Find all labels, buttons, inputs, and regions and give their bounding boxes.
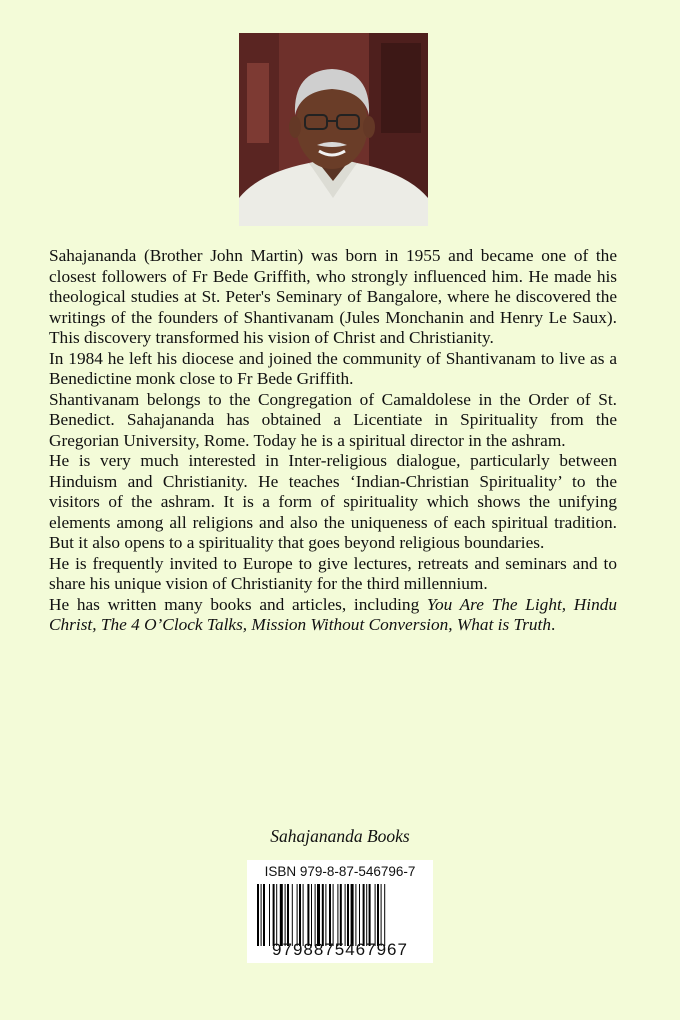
barcode	[247, 860, 433, 963]
bio-paragraph: He is very much interested in Inter-religious dialogue, particularly between Hinduism and Christianity. He teaches ‘Indian-Christian Spirituality’ to the visitors of the ashram. It is a form of spirituality which shows the unifying elements among all religions and also the uniqueness of each spiritual tradition. But it also opens to a spirituality that goes beyond religious boundaries.	[49, 451, 617, 552]
barcode-bar	[329, 884, 331, 946]
barcode-bar	[307, 884, 309, 946]
barcode-bar	[366, 884, 367, 946]
barcode-bar	[375, 884, 376, 946]
barcode-bar	[269, 884, 270, 946]
bio-paragraph: He is frequently invited to Europe to give lectures, retreats and seminars and to share his unique vision of Christianity for the third millennium.	[49, 553, 617, 593]
barcode-bar	[340, 884, 342, 946]
isbn-label: ISBN 979-8-87-546796-7	[264, 864, 416, 879]
barcode-bar	[292, 884, 293, 946]
bio-paragraph: Shantivanam belongs to the Congregation of Camaldolese in the Order of St. Benedict. Sahajananda has obtained a Licentiate in Spirituality from the Gregorian University, Rome. Today he is a spiritual director in the ashram.	[49, 389, 617, 450]
barcode-bar	[359, 884, 360, 946]
author-photo	[239, 33, 428, 226]
barcode-bar	[276, 884, 277, 946]
barcode-bar	[384, 884, 385, 946]
bio-paragraph-books	[49, 595, 617, 636]
books-intro: He has written many books and articles, including	[49, 594, 427, 614]
barcode-bar	[337, 884, 338, 946]
barcode-bars	[257, 884, 423, 946]
book-titles: You Are The Light, Hindu Christ, The 4 O’Clock Talks, Mission Without Conversion, What is Truth	[49, 594, 617, 634]
barcode-bar	[333, 884, 334, 946]
barcode-bar	[377, 884, 379, 946]
barcode-bar	[297, 884, 298, 946]
barcode-bar	[273, 884, 275, 946]
barcode-bar	[311, 884, 312, 946]
barcode-digits: 9798875467967	[272, 940, 408, 959]
books-end: .	[551, 615, 556, 634]
barcode-bar	[351, 884, 354, 946]
barcode-bar	[257, 884, 259, 946]
barcode-bar	[263, 884, 265, 946]
barcode-bar	[355, 884, 356, 946]
barcode-bar	[363, 884, 365, 946]
author-bio	[49, 246, 617, 636]
bio-paragraph: In 1984 he left his diocese and joined the community of Shantivanam to live as a Benedictine monk close to Fr Bede Griffith.	[49, 348, 617, 388]
barcode-bar	[369, 884, 371, 946]
barcode-bar	[347, 884, 349, 946]
barcode-bar	[322, 884, 324, 946]
barcode-bar	[315, 884, 316, 946]
barcode-bar	[299, 884, 301, 946]
publisher-name: Sahajananda Books	[270, 826, 410, 846]
barcode-bar	[280, 884, 283, 946]
barcode-bar	[287, 884, 289, 946]
barcode-bar	[317, 884, 320, 946]
barcode-bar	[345, 884, 346, 946]
barcode-bar	[325, 884, 326, 946]
barcode-bar	[381, 884, 382, 946]
bio-paragraph: Sahajananda (Brother John Martin) was born in 1955 and became one of the closest followers of Fr Bede Griffith, who strongly influenced him. He made his theological studies at St. Peter's Seminary of Bangalore, where he discovered the writings of the founders of Shantivanam (Jules Monchanin and Henry Le Saux). This discovery transformed his vision of Christ and Christianity.	[49, 246, 617, 347]
barcode-bar	[261, 884, 262, 946]
barcode-bar	[285, 884, 286, 946]
barcode-bar	[303, 884, 304, 946]
